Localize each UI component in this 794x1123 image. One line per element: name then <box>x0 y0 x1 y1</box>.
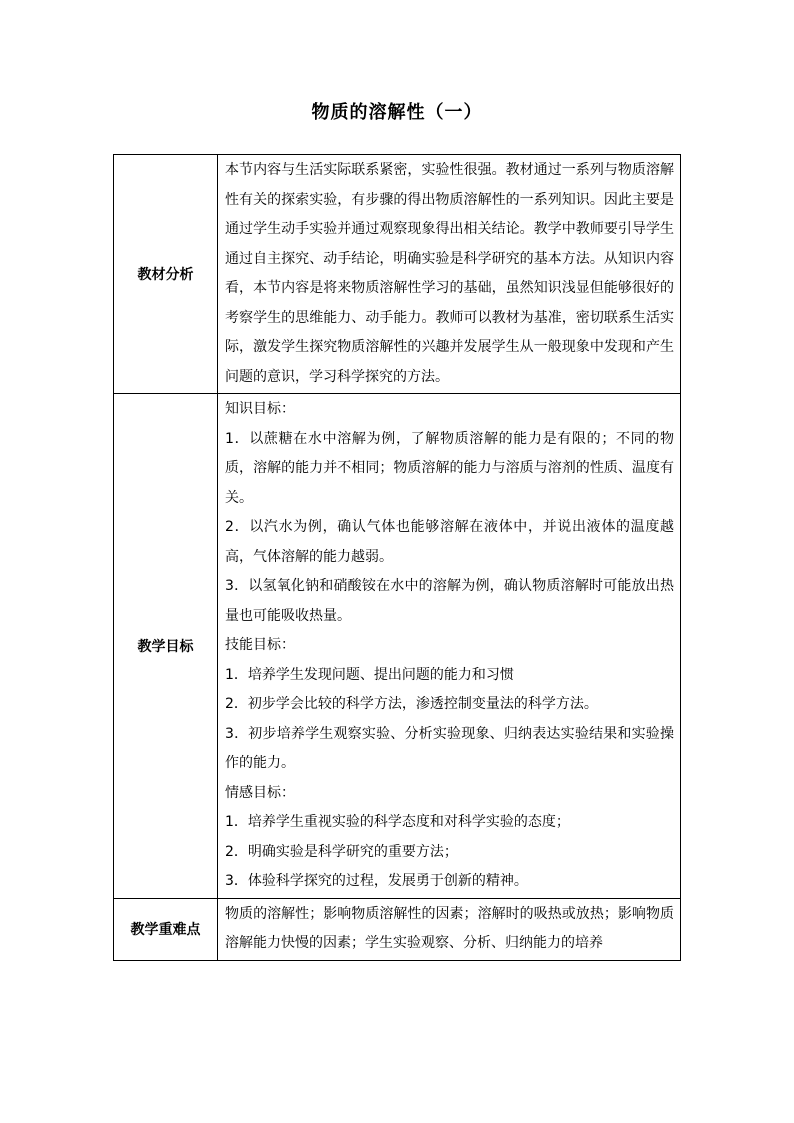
skill-goal-item: 1．培养学生发现问题、提出问题的能力和习惯 <box>225 666 514 683</box>
row-label-textbook-analysis: 教材分析 <box>114 155 218 394</box>
emotion-goal-item: 1．培养学生重视实验的科学态度和对科学实验的态度； <box>225 814 570 830</box>
emotion-goal-item: 2．明确实验是科学研究的重要方法； <box>225 843 458 860</box>
textbook-analysis-paragraph: 本节内容与生活实际联系紧密，实验性很强。教材通过一系列与物质溶解性有关的探索实验，有步骤的得出物质溶解性的一系列知识。因此主要是通过学生动手实验并通过观察现象得出相关结论。教学中教师要引导学生通过自主探究、动手结论，明确实验是科学研究的基本方法。从知识内容看，本节内容是将来物质溶解性学习的基础，虽然知识浅显但能够很好的考察学生的思维能力、动手能力。教师可以教材为基准，密切联系生活实际，激发学生探究物质溶解性的兴趣并发展学生从一般现象中发现和产生问题的意识，学习科学探究的方法。 <box>225 162 674 385</box>
table-row-key-difficulties <box>114 898 681 960</box>
row-content-teaching-goals <box>218 394 681 899</box>
knowledge-goal-item: 2．以汽水为例，确认气体也能够溶解在液体中，并说出液体的温度越高，气体溶解的能力越弱。 <box>225 519 674 565</box>
row-content-key-difficulties <box>218 898 681 960</box>
knowledge-goal-item: 1．以蔗糖在水中溶解为例，了解物质溶解的能力是有限的；不同的物质，溶解的能力并不相同；物质溶解的能力与溶质与溶剂的性质、温度有关。 <box>225 430 674 506</box>
knowledge-goal-item: 3．以氢氧化钠和硝酸铵在水中的溶解为例，确认物质溶解时可能放出热量也可能吸收热量。 <box>225 578 674 624</box>
row-label-teaching-goals: 教学目标 <box>114 394 218 899</box>
document-title: 物质的溶解性（一） <box>311 102 483 123</box>
table-row-teaching-goals <box>114 394 681 899</box>
key-difficulties-paragraph: 物质的溶解性；影响物质溶解性的因素；溶解时的吸热或放热；影响物质溶解能力快慢的因素；学生实验观察、分析、归纳能力的培养 <box>225 905 674 951</box>
skill-goal-item: 2．初步学会比较的科学方法，渗透控制变量法的科学方法。 <box>225 696 598 712</box>
row-content-textbook-analysis <box>218 155 681 394</box>
skill-goal-item: 3．初步培养学生观察实验、分析实验现象、归纳表达实验结果和实验操作的能力。 <box>225 725 674 771</box>
skill-goals-heading: 技能目标： <box>225 637 295 653</box>
emotion-goal-item: 3．体验科学探究的过程，发展勇于创新的精神。 <box>225 873 528 889</box>
emotion-goals-heading: 情感目标： <box>225 784 295 801</box>
lesson-plan-table <box>113 154 681 961</box>
table-row-textbook-analysis <box>114 155 681 394</box>
knowledge-goals-heading: 知识目标： <box>225 401 295 417</box>
row-label-key-difficulties: 教学重难点 <box>114 898 218 960</box>
